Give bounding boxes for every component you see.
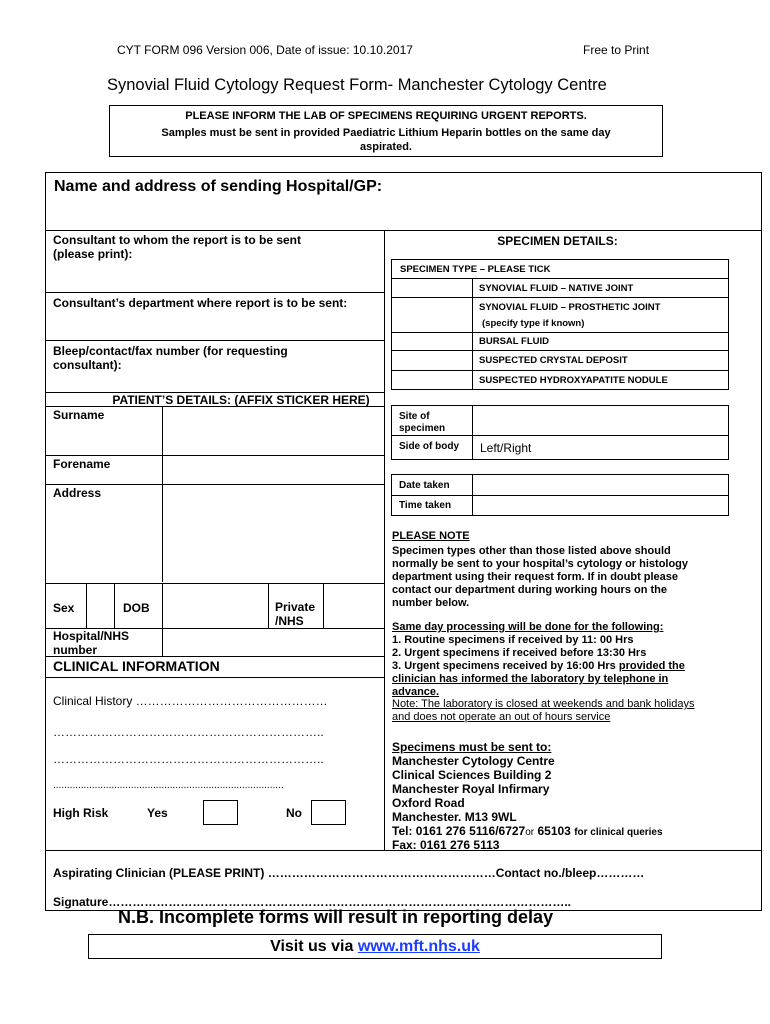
- notice-box: [109, 105, 663, 157]
- tel-note: for clinical queries: [574, 827, 663, 838]
- address-label: Address: [53, 486, 102, 500]
- aspirating-clinician-line[interactable]: Aspirating Clinician (PLEASE PRINT) …………………………………………………Contact no./bleep…………: [53, 866, 645, 880]
- divider: [45, 230, 762, 231]
- site-field[interactable]: [473, 406, 728, 434]
- tick-crystal-deposit[interactable]: [392, 351, 471, 369]
- same-day-item: [392, 660, 685, 672]
- notice-line3: aspirated.: [360, 141, 412, 153]
- divider: [45, 340, 384, 341]
- print-note: Free to Print: [583, 43, 650, 57]
- surname-label: Surname: [53, 408, 105, 422]
- consultant-label-l1: Consultant to whom the report is to be sent: [53, 233, 302, 247]
- note-line: department using their request form. If in doubt please: [392, 571, 679, 583]
- same-day-item: 1. Routine specimens if received by 11: 00 Hrs: [392, 634, 634, 646]
- same-day-item-underlined: provided the: [618, 660, 685, 672]
- side-value[interactable]: Left/Right: [480, 441, 532, 455]
- clinical-header: CLINICAL INFORMATION: [53, 658, 220, 674]
- address-line: Manchester Royal Infirmary: [392, 782, 550, 796]
- divider: [45, 292, 384, 293]
- same-day-item: advance.: [392, 686, 440, 698]
- telephone: [392, 824, 663, 838]
- private-label-l1: Private: [275, 600, 316, 614]
- dob-field[interactable]: [163, 584, 267, 627]
- visit-box: [88, 934, 662, 959]
- sending-hospital-field[interactable]: [46, 200, 761, 230]
- address-line: Oxford Road: [392, 796, 465, 810]
- surname-field[interactable]: [163, 407, 383, 455]
- hospital-nhs-label-l2: number: [53, 643, 98, 657]
- forename-field[interactable]: [163, 456, 383, 484]
- note-line: Specimen types other than those listed above should: [392, 545, 671, 557]
- tick-prosthetic-joint[interactable]: [392, 298, 471, 331]
- clinical-history-line[interactable]: ...................................................................................: [53, 780, 284, 791]
- visit-text: [89, 938, 661, 956]
- specimen-type-label: SPECIMEN TYPE – PLEASE TICK: [400, 264, 551, 275]
- note-line: normally be sent to your hospital’s cytology or histology: [392, 558, 689, 570]
- address-line: Manchester. M13 9WL: [392, 810, 517, 824]
- bleep-field[interactable]: [46, 373, 383, 391]
- specimen-type-option: SYNOVIAL FLUID – PROSTHETIC JOINT: [479, 302, 661, 313]
- website-link[interactable]: www.mft.nhs.uk: [357, 938, 480, 955]
- specimen-details-header: SPECIMEN DETAILS:: [497, 234, 618, 248]
- private-nhs-field[interactable]: [324, 584, 383, 627]
- notice-line2: Samples must be sent in provided Paediatric Lithium Heparin bottles on the same day: [161, 127, 611, 139]
- tick-hydroxyapatite[interactable]: [392, 371, 471, 389]
- private-label-l2: /NHS: [275, 614, 304, 628]
- bleep-label-l1: Bleep/contact/fax number (for requesting: [53, 344, 288, 358]
- same-day-heading: Same day processing will be done for the following:: [392, 621, 664, 633]
- notice-line1: PLEASE INFORM THE LAB OF SPECIMENS REQUIRING URGENT REPORTS.: [185, 110, 587, 122]
- same-day-item: clinician has informed the laboratory by telephone in: [392, 673, 669, 685]
- divider: [45, 850, 762, 851]
- specimen-type-note: (specify type if known): [482, 318, 585, 329]
- sending-label: Name and address of sending Hospital/GP:: [54, 178, 383, 195]
- incomplete-warning: N.B. Incomplete forms will result in reporting delay: [118, 907, 554, 927]
- yes-label: Yes: [147, 806, 168, 820]
- sex-label: Sex: [53, 601, 75, 615]
- note-line: contact our department during working hours on the: [392, 584, 668, 596]
- address-field[interactable]: [163, 485, 383, 582]
- date-taken-label: Date taken: [399, 480, 450, 491]
- forename-label: Forename: [53, 457, 111, 471]
- specimen-type-option: SUSPECTED HYDROXYAPATITE NODULE: [479, 375, 668, 386]
- bleep-label-l2: consultant):: [53, 358, 122, 372]
- divider: [268, 583, 269, 628]
- divider: [45, 656, 384, 657]
- closed-note: and does not operate an out of hours service: [392, 711, 611, 723]
- site-label-l1: Site of: [399, 411, 430, 422]
- consultant-field[interactable]: [46, 262, 383, 292]
- clinical-history-line[interactable]: …………………………………………………………..: [53, 752, 324, 766]
- high-risk-yes-checkbox[interactable]: [203, 800, 238, 825]
- sent-to-heading: Specimens must be sent to:: [392, 740, 552, 754]
- divider: [114, 583, 115, 628]
- site-label-l2: specimen: [399, 423, 446, 434]
- divider: [45, 677, 384, 678]
- clinical-history-line[interactable]: Clinical History …………………………………………: [53, 694, 328, 708]
- hospital-nhs-field[interactable]: [163, 629, 383, 656]
- no-label: No: [286, 806, 302, 820]
- visit-label: Visit us via: [270, 938, 358, 955]
- closed-note: Note: The laboratory is closed at weekends and bank holidays: [392, 698, 695, 710]
- note-line: number below.: [392, 597, 470, 609]
- divider: [472, 278, 473, 390]
- time-taken-label: Time taken: [399, 500, 452, 511]
- high-risk-no-checkbox[interactable]: [311, 800, 346, 825]
- column-divider: [384, 230, 385, 850]
- tick-native-joint[interactable]: [392, 279, 471, 296]
- page-title: Synovial Fluid Cytology Request Form- Manchester Cytology Centre: [107, 76, 607, 94]
- dept-field[interactable]: [46, 312, 383, 340]
- divider: [391, 435, 729, 436]
- side-label: Side of body: [399, 441, 459, 452]
- time-taken-field[interactable]: [473, 496, 728, 515]
- tel-ext: 65103: [534, 824, 575, 838]
- address-line: Clinical Sciences Building 2: [392, 768, 552, 782]
- tel-main: Tel: 0161 276 5116/6727: [392, 824, 526, 838]
- clinical-history-line[interactable]: …………………………………………………………..: [53, 725, 324, 739]
- fax: Fax: 0161 276 5113: [392, 838, 500, 852]
- form-id: CYT FORM 096 Version 006, Date of issue: 10.10.2017: [117, 43, 413, 57]
- address-line: Manchester Cytology Centre: [392, 754, 555, 768]
- signature-line[interactable]: Signature……………………………………………………………………………………………………..: [53, 895, 572, 909]
- specimen-type-option: BURSAL FLUID: [479, 336, 550, 347]
- sex-field[interactable]: [87, 584, 113, 627]
- patient-header: PATIENT’S DETAILS: (AFFIX STICKER HERE): [112, 393, 370, 407]
- dob-label: DOB: [123, 601, 150, 615]
- tick-bursal-fluid[interactable]: [392, 333, 471, 349]
- consultant-label-l2: (please print):: [53, 247, 133, 261]
- date-taken-field[interactable]: [473, 475, 728, 494]
- specimen-type-option: SYNOVIAL FLUID – NATIVE JOINT: [479, 283, 634, 294]
- high-risk-label: High Risk: [53, 806, 109, 820]
- specimen-type-header: [391, 259, 729, 279]
- please-note-heading: PLEASE NOTE: [392, 530, 470, 542]
- specimen-type-option: SUSPECTED CRYSTAL DEPOSIT: [479, 355, 628, 366]
- same-day-item-text: 3. Urgent specimens received by 16:00 Hrs: [392, 660, 619, 672]
- hospital-nhs-label-l1: Hospital/NHS: [53, 629, 130, 643]
- dept-label: Consultant’s department where report is to be sent:: [53, 296, 348, 310]
- same-day-item: 2. Urgent specimens if received before 13:30 Hrs: [392, 647, 647, 659]
- tel-or: or: [525, 827, 535, 838]
